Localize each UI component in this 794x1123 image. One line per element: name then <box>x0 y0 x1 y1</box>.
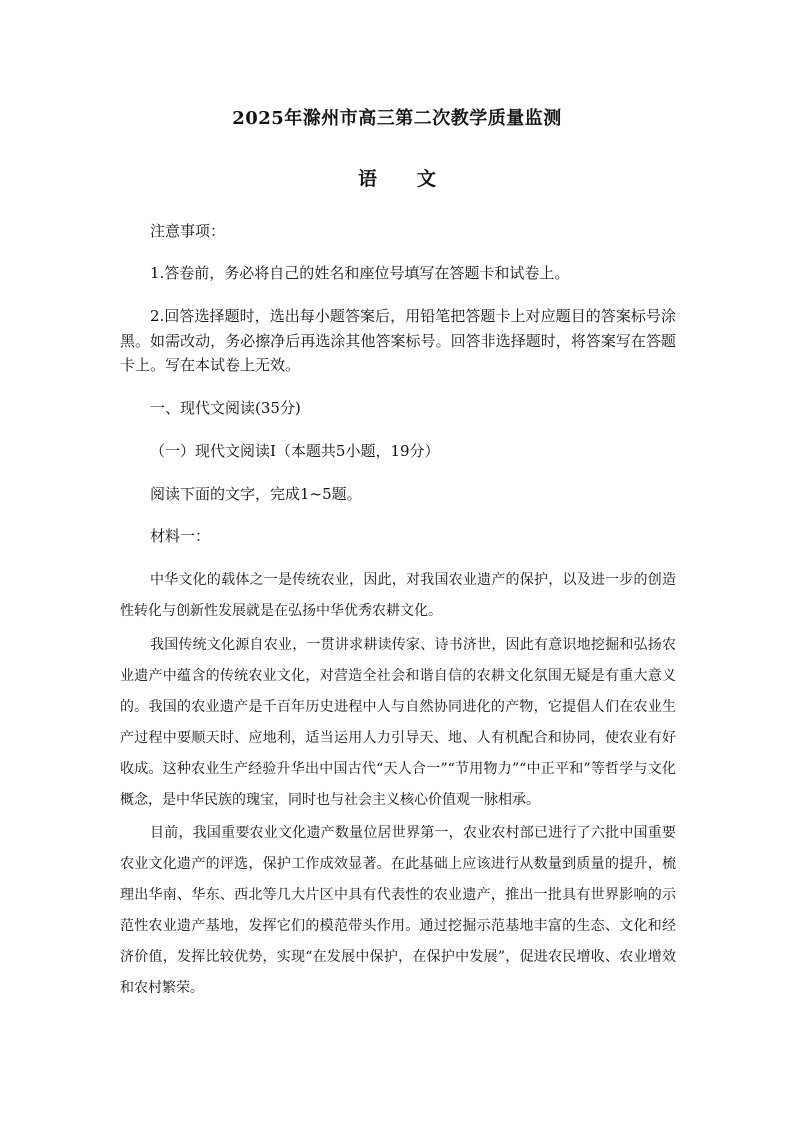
passage-paragraph-1: 中华文化的载体之一是传统农业，因此，对我国农业遗产的保护，以及进一步的创造性转化与创新性发展就是在弘扬中华优秀农耕文化。 <box>120 572 676 619</box>
section-sub-heading: （一）现代文阅读Ⅰ（本题共5小题，19分） <box>150 442 440 460</box>
section-instruction: 阅读下面的文字，完成1~5题。 <box>150 485 362 503</box>
passage-paragraph-3: 目前，我国重要农业文化遗产数量位居世界第一，农业农村部已进行了六批中国重要农业文化遗产的评选，保护工作成效显著。在此基础上应该进行从数量到质量的提升，梳理出华南、华东、西北等几大片区中具有代表性的农业遗产，推出一批具有世界影响的示范性农业遗产基地，发挥它们的模范带头作用。通过挖掘示范基地丰富的生态、文化和经济价值，发挥比较优势，实现“在发展中保护，在保护中发展”，促进农民增收、农业增效和农村繁荣。 <box>120 825 676 996</box>
notice-item-1: 1.答卷前，务必将自己的姓名和座位号填写在答题卡和试卷上。 <box>150 264 570 282</box>
exam-title: 2025年滁州市高三第二次教学质量监测 <box>232 108 562 129</box>
subject-title: 语文 <box>357 168 476 190</box>
material-label: 材料一： <box>150 527 211 545</box>
section-heading: 一、现代文阅读(35分) <box>150 399 301 417</box>
notice-item-2: 2.回答选择题时，选出每小题答案后，用铅笔把答题卡上对应题目的答案标号涂黑。如需改动，务必擦净后再选涂其他答案标号。回答非选择题时，将答案写在答题卡上。写在本试卷上无效。 <box>120 307 676 374</box>
notice-heading: 注意事项： <box>150 222 226 240</box>
passage-paragraph-2: 我国传统文化源自农业，一贯讲求耕读传家、诗书济世，因此有意识地挖掘和弘扬农业遗产中蕴含的传统农业文化，对营造全社会和谐自信的农耕文化氛围无疑是有重大意义的。我国的农业遗产是千百年历史进程中人与自然协同进化的产物，它提倡人们在农业生产过程中要顺天时、应地利，适当运用人力引导天、地、人有机配合和协同，使农业有好收成。这种农业生产经验升华出中国古代“天人合一”“节用物力”“中正平和”等哲学与文化概念，是中华民族的瑰宝，同时也与社会主义核心价值观一脉相承。 <box>120 637 676 808</box>
